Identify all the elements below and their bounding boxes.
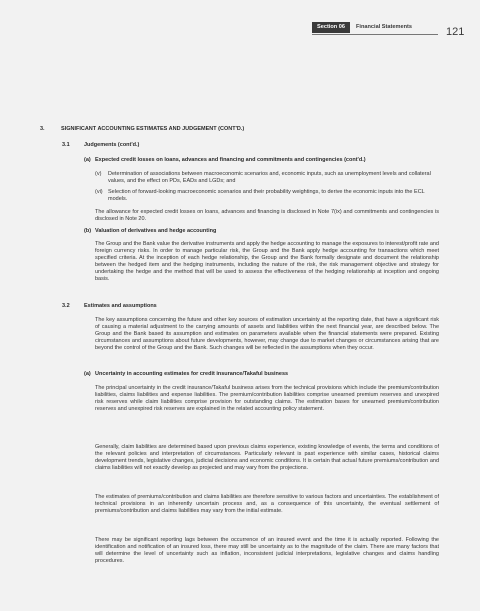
section-number: 3. <box>40 126 45 132</box>
page-header <box>0 22 480 52</box>
list-item <box>95 171 439 185</box>
paragraph: The estimates of premiums/contribution and claims liabilities are therefore sensitive to various factors and uncertainties. The establishment of technical provisions in an inherently uncertain process and, as a consequence of this uncertainty, the eventual settlement of premiums/contribution and claims liabilities may vary from the initial estimate. <box>95 494 439 515</box>
list-item-number: (v) <box>95 171 102 177</box>
paragraph: The principal uncertainty in the credit insurance/Takaful business arises from the technical provisions which include the premium/contribution liabilities, claims liabilities and expense liabilities. The premium/contribution liabilities comprise unearned premium reserves and unexpired risk reserves while claim liabilities comprise provision for outstanding claims. The estimation bases for unearned premium/contribution reserves and unexpired risk reserves are explained in the related accounting policy statement. <box>95 385 439 413</box>
item-number: (a) <box>84 371 91 377</box>
section-title: Financial Statements <box>356 24 412 30</box>
subsection-number: 3.2 <box>62 303 70 309</box>
page-number: 121 <box>446 26 465 38</box>
paragraph: There may be significant reporting lags between the occurrence of an insured event and the time it is actually reported. Following the identification and notification of an insured loss, there may still be uncertainty as to the magnitude of the claim. There are many factors that will determine the level of uncertainty such as inflation, inconsistent judicial interpretations, legislative changes and claims handling procedures. <box>95 537 439 565</box>
paragraph: The allowance for expected credit losses on loans, advances and financing is disclosed in Note 7(ix) and commitments and contingencies is disclosed in Note 20. <box>95 209 439 223</box>
item-title: Valuation of derivatives and hedge accounting <box>95 228 217 234</box>
section-badge: Section 06 <box>312 22 350 33</box>
header-divider <box>312 34 438 35</box>
paragraph: The Group and the Bank value the derivative instruments and apply the hedge accounting to manage the exposures to interest/profit rate and foreign currency risks. In order to manage particular risk, the Group and the Bank apply hedge accounting for transactions which meet specified criteria. At the inception of each hedge relationship, the Group and the Bank formally designate and document the relationship between the hedged item and the hedging instruments, including the nature of the risk, the risk management objective and strategy for undertaking the hedge and the method that will be used to assess the effectiveness of the hedging relationship at inception and ongoing basis. <box>95 241 439 283</box>
list-item <box>95 189 439 203</box>
paragraph: Generally, claim liabilities are determined based upon previous claims experience, existing knowledge of events, the terms and conditions of the relevant policies and interpretation of circumstances. Particularly relevant is past experience with similar cases, historical claims development trends, legislative changes, judicial decisions and economic conditions. It is certain that actual future premiums/contribution and claims liabilities will not exactly develop as projected and may vary from the projections. <box>95 444 439 472</box>
list-item-text: Determination of associations between macroeconomic scenarios and, economic inputs, such as unemployment levels and collateral values, and the effect on PDs, EADs and LGDs; and <box>108 171 431 185</box>
subsection-title: Judgements (cont'd.) <box>84 142 140 148</box>
item-number: (b) <box>84 228 92 234</box>
paragraph: The key assumptions concerning the future and other key sources of estimation uncertainty at the reporting date, that have a significant risk of causing a material adjustment to the carrying amounts of assets and liabilities within the next financial year, are described below. The Group and the Bank based its assumption and estimates on parameters available when the financial statements were prepared. Existing circumstances and assumptions about future developments, however, may change due to market changes or circumstances arising that are beyond the control of the Group and the Bank. Such changes will be reflected in the assumptions when they occur. <box>95 317 439 352</box>
item-title: Expected credit losses on loans, advances and financing and commitments and contingencies (cont'd.) <box>95 157 366 163</box>
item-number: (a) <box>84 157 91 163</box>
subsection-number: 3.1 <box>62 142 70 148</box>
subsection-title: Estimates and assumptions <box>84 303 157 309</box>
list-item-text: Selection of forward-looking macroeconomic scenarios and their probability weightings, to derive the economic inputs into the ECL models. <box>108 189 425 203</box>
item-title: Uncertainty in accounting estimates for credit insurance/Takaful business <box>95 371 289 377</box>
section-title: SIGNIFICANT ACCOUNTING ESTIMATES AND JUDGEMENT (CONT'D.) <box>61 126 245 132</box>
list-item-number: (vi) <box>95 189 103 195</box>
